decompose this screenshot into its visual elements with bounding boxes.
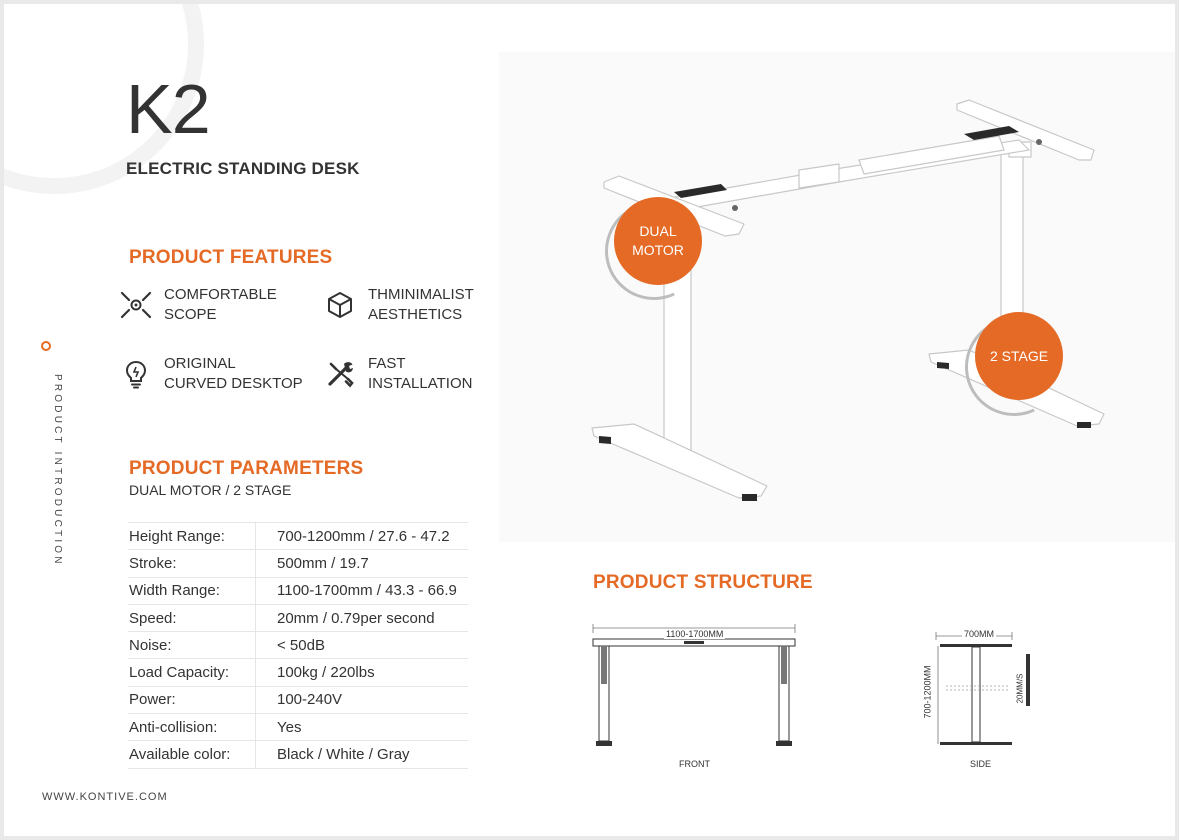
front-width-label: 1100-1700MM xyxy=(666,629,724,639)
table-row xyxy=(128,659,468,686)
param-value: 100kg / 220lbs xyxy=(256,659,469,686)
param-value: 700-1200mm / 27.6 - 47.2 xyxy=(256,523,469,550)
badge-line: 2 STAGE xyxy=(989,347,1049,364)
param-label: Anti-collision: xyxy=(128,714,256,741)
scope-icon xyxy=(118,287,154,323)
side-speed-label: 20MM/S xyxy=(1015,673,1025,704)
feature-line: FAST xyxy=(368,355,406,372)
param-value: 500mm / 19.7 xyxy=(256,550,469,577)
feature-line: ORIGINAL xyxy=(164,355,236,372)
feature-line: COMFORTABLE xyxy=(164,286,277,303)
dual-motor-badge xyxy=(614,197,702,285)
model-name: K2 xyxy=(126,70,210,148)
param-label: Load Capacity: xyxy=(128,659,256,686)
parameters-title: PRODUCT PARAMETERS xyxy=(129,458,364,479)
desk-frame-illustration xyxy=(499,52,1175,542)
param-label: Stroke: xyxy=(128,550,256,577)
feature-line: AESTHETICS xyxy=(368,306,463,323)
feature-item xyxy=(118,354,303,394)
side-view-drawing xyxy=(922,624,1042,769)
table-row xyxy=(128,550,468,577)
product-page xyxy=(4,4,1175,836)
param-value: 100-240V xyxy=(256,686,469,713)
side-dot-icon xyxy=(41,341,51,351)
table-row xyxy=(128,741,468,768)
parameters-subtitle: DUAL MOTOR / 2 STAGE xyxy=(129,482,292,498)
feature-line: SCOPE xyxy=(164,306,217,323)
param-label: Power: xyxy=(128,686,256,713)
lightbulb-icon xyxy=(118,356,154,392)
parameters-table xyxy=(128,522,468,769)
param-value: < 50dB xyxy=(256,632,469,659)
two-stage-badge xyxy=(975,312,1063,400)
tools-icon xyxy=(322,356,358,392)
param-value: Yes xyxy=(256,714,469,741)
table-row xyxy=(128,604,468,631)
table-row xyxy=(128,714,468,741)
table-row xyxy=(128,686,468,713)
param-value: Black / White / Gray xyxy=(256,741,469,768)
param-label: Noise: xyxy=(128,632,256,659)
badge-line: MOTOR xyxy=(632,242,684,258)
feature-line: CURVED DESKTOP xyxy=(164,375,303,392)
website-link[interactable]: WWW.KONTIVE.COM xyxy=(42,791,168,803)
param-value: 1100-1700mm / 43.3 - 66.9 xyxy=(256,577,469,604)
side-label: PRODUCT INTRODUCTION xyxy=(52,374,63,567)
feature-line: THMINIMALIST xyxy=(368,286,474,303)
param-label: Speed: xyxy=(128,604,256,631)
product-subtitle: ELECTRIC STANDING DESK xyxy=(126,159,360,178)
badge-line: DUAL xyxy=(639,223,677,239)
front-view-label: FRONT xyxy=(679,759,710,769)
feature-item xyxy=(322,354,472,394)
param-label: Available color: xyxy=(128,741,256,768)
feature-item xyxy=(322,285,474,325)
param-label: Height Range: xyxy=(128,523,256,550)
feature-line: INSTALLATION xyxy=(368,375,473,392)
table-row xyxy=(128,523,468,550)
side-view-label: SIDE xyxy=(970,759,992,769)
feature-item xyxy=(118,285,277,325)
table-row xyxy=(128,632,468,659)
structure-title: PRODUCT STRUCTURE xyxy=(593,572,813,593)
table-row xyxy=(128,577,468,604)
side-height-label: 700-1200MM xyxy=(922,665,933,719)
features-title: PRODUCT FEATURES xyxy=(129,247,333,268)
front-view-drawing xyxy=(589,619,799,769)
side-width-label: 700MM xyxy=(964,629,995,639)
param-label: Width Range: xyxy=(128,577,256,604)
cube-icon xyxy=(322,287,358,323)
param-value: 20mm / 0.79per second xyxy=(256,604,469,631)
